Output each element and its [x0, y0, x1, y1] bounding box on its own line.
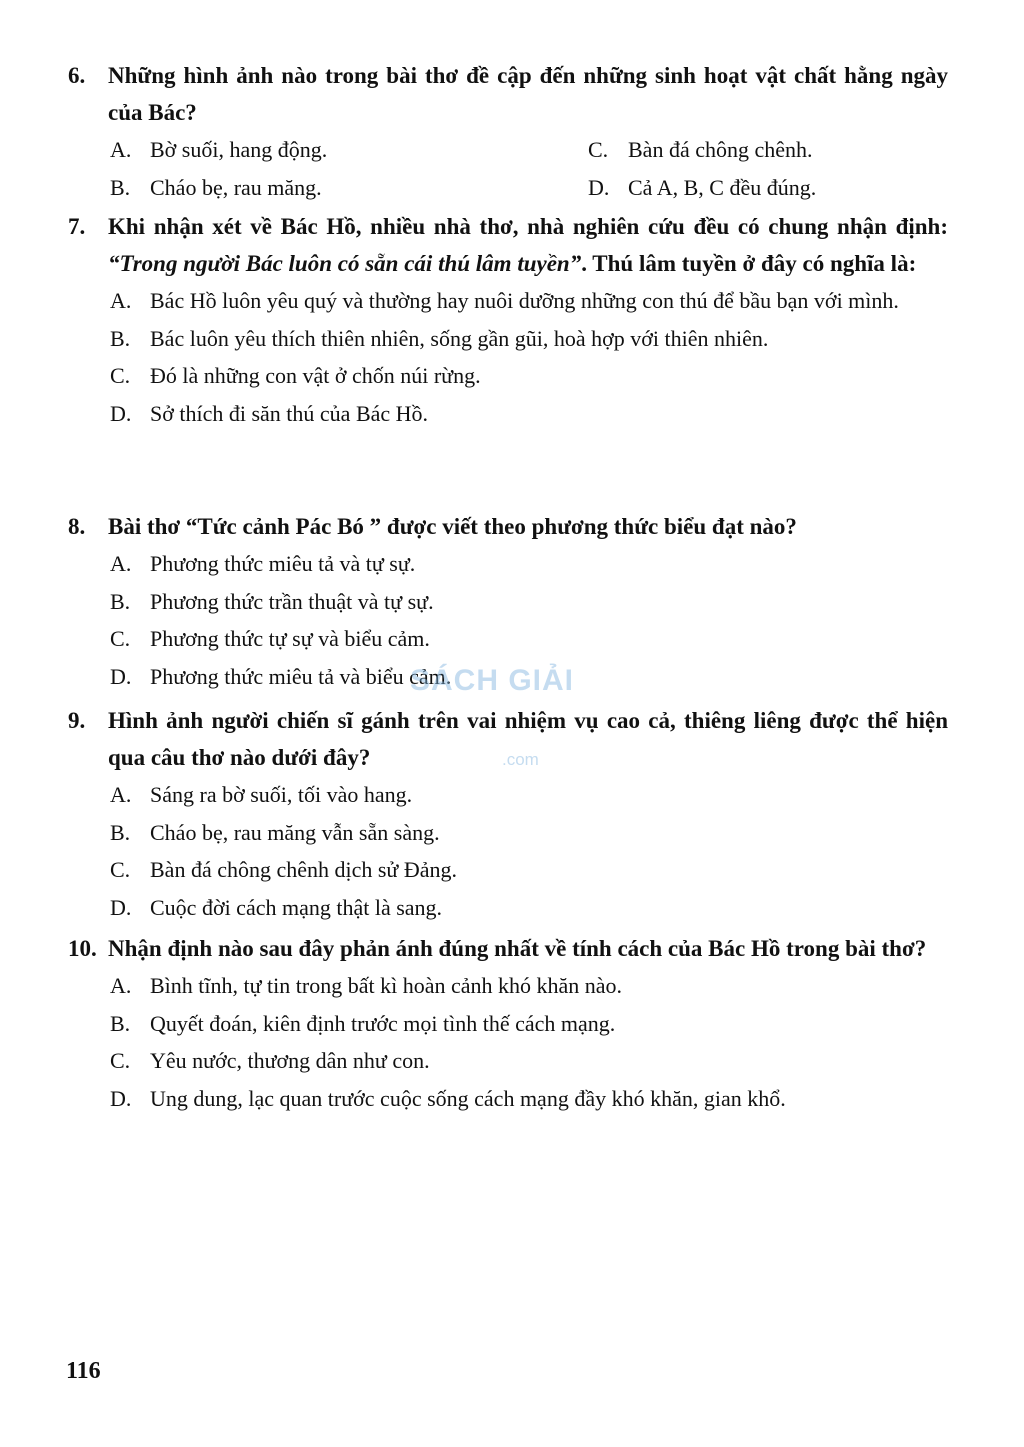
- question-text: Những hình ảnh nào trong bài thơ đề cập đến những sinh hoạt vật chất hằng ngày của Bác?: [108, 63, 948, 125]
- option-a: A. Bác Hồ luôn yêu quý và thường hay nuôi dưỡng những con thú để bầu bạn với mình.: [110, 288, 899, 313]
- option-c: C. Bàn đá chông chênh dịch sử Đảng.: [110, 857, 458, 882]
- page-number: 116: [66, 1358, 101, 1384]
- question-6: [68, 57, 948, 206]
- option-b: B. Bác luôn yêu thích thiên nhiên, sống gần gũi, hoà hợp với thiên nhiên.: [110, 325, 769, 351]
- option-d: D. Ung dung, lạc quan trước cuộc sống cách mạng đầy khó khăn, gian khổ.: [110, 1085, 786, 1111]
- option-d: D. Cả A, B, C đều đúng.: [588, 174, 817, 200]
- option-b: B. Cháo bẹ, rau măng vẫn sẵn sàng.: [110, 819, 440, 845]
- option-a: A. Bờ suối, hang động.: [110, 137, 328, 162]
- option-d: D. Phương thức miêu tả và biểu cảm.: [110, 663, 452, 689]
- option-a: A. Bình tĩnh, tự tin trong bất kì hoàn cảnh khó khăn nào.: [110, 973, 623, 998]
- option-d: D. Cuộc đời cách mạng thật là sang.: [110, 894, 443, 920]
- watermark-logo: SÁCH GIẢI .com: [410, 664, 575, 769]
- question-10: [68, 930, 948, 1117]
- option-c: C. Phương thức tự sự và biểu cảm.: [110, 626, 430, 651]
- question-text: Hình ảnh người chiến sĩ gánh trên vai nhiệm vụ cao cả, thiêng liêng được thể hiện qua câu thơ nào dưới đây?: [108, 708, 948, 770]
- question-number: 10.: [68, 936, 97, 961]
- option-b: B. Cháo bẹ, rau măng.: [110, 174, 322, 200]
- option-a: A. Phương thức miêu tả và tự sự.: [110, 551, 416, 576]
- question-number: 6.: [68, 63, 86, 88]
- question-number: 8.: [68, 514, 86, 539]
- quote-text: “Trong người Bác luôn có sẵn cái thú lâm tuyền”: [108, 251, 582, 276]
- question-8: [68, 508, 948, 695]
- question-text: Bài thơ “Tức cảnh Pác Bó ” được viết theo phương thức biểu đạt nào?: [108, 514, 797, 539]
- option-d: D. Sở thích đi săn thú của Bác Hồ.: [110, 400, 429, 426]
- option-a: A. Sáng ra bờ suối, tối vào hang.: [110, 782, 413, 807]
- option-c: C. Bàn đá chông chênh.: [588, 137, 813, 162]
- question-7: [68, 208, 948, 432]
- question-number: 7.: [68, 214, 86, 239]
- question-number: 9.: [68, 708, 86, 733]
- option-b: B. Phương thức trần thuật và tự sự.: [110, 588, 434, 614]
- option-c: C. Đó là những con vật ở chốn núi rừng.: [110, 363, 481, 388]
- question-9: [68, 702, 948, 926]
- question-text: Nhận định nào sau đây phản ánh đúng nhất về tính cách của Bác Hồ trong bài thơ?: [108, 936, 927, 961]
- question-text: Khi nhận xét về Bác Hồ, nhiều nhà thơ, nhà nghiên cứu đều có chung nhận định: “Trong người Bác luôn có sẵn cái thú lâm tuyền”. Thú lâm tuyền ở đây có nghĩa là:: [108, 214, 948, 276]
- option-grid: [68, 131, 948, 206]
- option-c: C. Yêu nước, thương dân như con.: [110, 1048, 430, 1073]
- option-b: B. Quyết đoán, kiên định trước mọi tình thế cách mạng.: [110, 1010, 616, 1036]
